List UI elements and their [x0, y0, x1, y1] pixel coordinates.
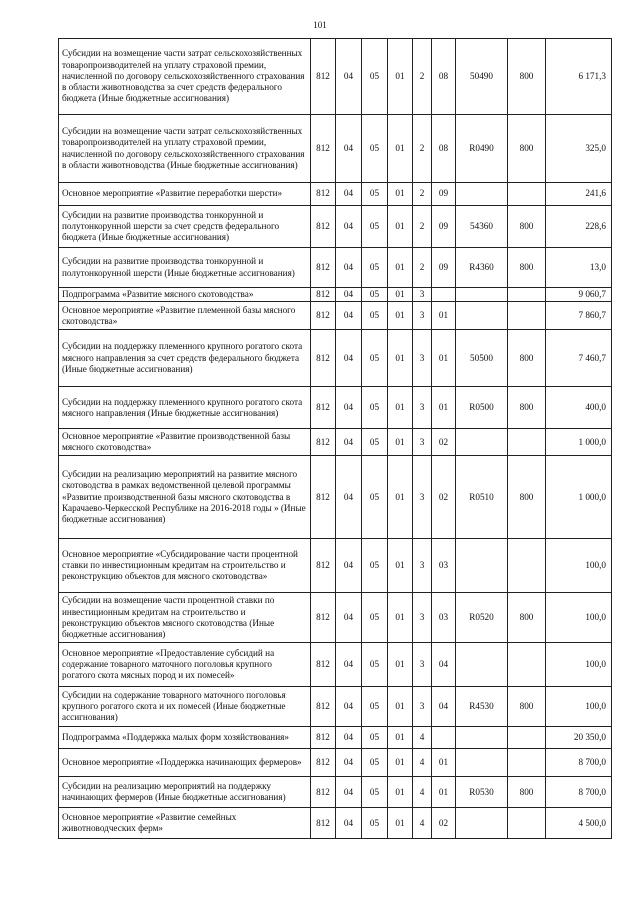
section-code-cell: 04: [336, 429, 362, 456]
direction-code-cell: 50490: [456, 39, 508, 115]
table-row: [59, 206, 612, 248]
activity-code-cell: 08: [432, 115, 456, 183]
direction-code-cell: R4360: [456, 248, 508, 288]
grbs-code-cell: 812: [311, 749, 336, 777]
expense-type-code-cell: 800: [508, 248, 546, 288]
amount-cell: 6 171,3: [546, 39, 612, 115]
section-code-cell: 04: [336, 643, 362, 687]
direction-code-cell: R0530: [456, 777, 508, 808]
table-row: [59, 183, 612, 206]
subsection-code-cell: 05: [362, 330, 388, 387]
expense-type-code-cell: [508, 727, 546, 749]
subsection-code-cell: 05: [362, 387, 388, 429]
program-code-cell: 01: [388, 302, 413, 330]
table-row: [59, 727, 612, 749]
section-code-cell: 04: [336, 115, 362, 183]
direction-code-cell: 50500: [456, 330, 508, 387]
item-name-cell: Основное мероприятие «Поддержка начинающих фермеров»: [59, 749, 311, 777]
subprogram-code-cell: 2: [413, 248, 432, 288]
program-code-cell: 01: [388, 727, 413, 749]
item-name-cell: Основное мероприятие «Развитие семейных животноводческих ферм»: [59, 808, 311, 839]
activity-code-cell: 04: [432, 643, 456, 687]
direction-code-cell: R4530: [456, 687, 508, 727]
subprogram-code-cell: 3: [413, 456, 432, 539]
subprogram-code-cell: 3: [413, 288, 432, 302]
program-code-cell: 01: [388, 456, 413, 539]
section-code-cell: 04: [336, 727, 362, 749]
subsection-code-cell: 05: [362, 593, 388, 643]
program-code-cell: 01: [388, 643, 413, 687]
table-row: [59, 643, 612, 687]
subprogram-code-cell: 2: [413, 183, 432, 206]
table-row: [59, 387, 612, 429]
expense-type-code-cell: [508, 539, 546, 593]
grbs-code-cell: 812: [311, 727, 336, 749]
subprogram-code-cell: 3: [413, 643, 432, 687]
subsection-code-cell: 05: [362, 643, 388, 687]
grbs-code-cell: 812: [311, 39, 336, 115]
grbs-code-cell: 812: [311, 643, 336, 687]
program-code-cell: 01: [388, 593, 413, 643]
program-code-cell: 01: [388, 288, 413, 302]
direction-code-cell: R0510: [456, 456, 508, 539]
grbs-code-cell: 812: [311, 387, 336, 429]
direction-code-cell: [456, 429, 508, 456]
activity-code-cell: 02: [432, 429, 456, 456]
grbs-code-cell: 812: [311, 429, 336, 456]
item-name-cell: Субсидии на реализацию мероприятий на развитие мясного скотоводства в рамках ведомственной целевой программы «Развитие производственной базы мясного скотоводства в Карачаево-Черкесской Республике на 2016-2018 годы » (Иные бюджетные ассигнования): [59, 456, 311, 539]
subsection-code-cell: 05: [362, 248, 388, 288]
program-code-cell: 01: [388, 749, 413, 777]
subprogram-code-cell: 4: [413, 777, 432, 808]
item-name-cell: Субсидии на поддержку племенного крупного рогатого скота мясного направления (Иные бюджетные ассигнования): [59, 387, 311, 429]
table-row: [59, 808, 612, 839]
expense-type-code-cell: 800: [508, 387, 546, 429]
program-code-cell: 01: [388, 183, 413, 206]
subsection-code-cell: 05: [362, 206, 388, 248]
section-code-cell: 04: [336, 330, 362, 387]
expense-type-code-cell: 800: [508, 777, 546, 808]
table-row: [59, 429, 612, 456]
item-name-cell: Субсидии на поддержку племенного крупного рогатого скота мясного направления за счет средств федерального бюджета (Иные бюджетные ассигнования): [59, 330, 311, 387]
item-name-cell: Основное мероприятие «Развитие производственной базы мясного скотоводства»: [59, 429, 311, 456]
table-row: [59, 687, 612, 727]
direction-code-cell: [456, 302, 508, 330]
subprogram-code-cell: 2: [413, 39, 432, 115]
section-code-cell: 04: [336, 749, 362, 777]
activity-code-cell: 03: [432, 593, 456, 643]
subprogram-code-cell: 3: [413, 330, 432, 387]
grbs-code-cell: 812: [311, 593, 336, 643]
table-row: [59, 288, 612, 302]
program-code-cell: 01: [388, 115, 413, 183]
amount-cell: 100,0: [546, 687, 612, 727]
amount-cell: 100,0: [546, 539, 612, 593]
activity-code-cell: 03: [432, 539, 456, 593]
table-body: [59, 39, 612, 839]
subprogram-code-cell: 3: [413, 302, 432, 330]
section-code-cell: 04: [336, 206, 362, 248]
expense-type-code-cell: [508, 288, 546, 302]
item-name-cell: Основное мероприятие «Развитие переработки шерсти»: [59, 183, 311, 206]
table-row: [59, 330, 612, 387]
expense-type-code-cell: 800: [508, 593, 546, 643]
subprogram-code-cell: 3: [413, 429, 432, 456]
amount-cell: 1 000,0: [546, 456, 612, 539]
expense-type-code-cell: 800: [508, 456, 546, 539]
table-row: [59, 39, 612, 115]
grbs-code-cell: 812: [311, 539, 336, 593]
section-code-cell: 04: [336, 387, 362, 429]
direction-code-cell: [456, 727, 508, 749]
item-name-cell: Подпрограмма «Поддержка малых форм хозяйствования»: [59, 727, 311, 749]
section-code-cell: 04: [336, 302, 362, 330]
program-code-cell: 01: [388, 387, 413, 429]
amount-cell: 100,0: [546, 593, 612, 643]
section-code-cell: 04: [336, 593, 362, 643]
table-row: [59, 593, 612, 643]
subsection-code-cell: 05: [362, 115, 388, 183]
subprogram-code-cell: 2: [413, 115, 432, 183]
amount-cell: 8 700,0: [546, 749, 612, 777]
expense-type-code-cell: [508, 749, 546, 777]
direction-code-cell: R0520: [456, 593, 508, 643]
direction-code-cell: [456, 808, 508, 839]
direction-code-cell: R0490: [456, 115, 508, 183]
grbs-code-cell: 812: [311, 288, 336, 302]
activity-code-cell: 01: [432, 302, 456, 330]
expense-type-code-cell: [508, 643, 546, 687]
section-code-cell: 04: [336, 183, 362, 206]
amount-cell: 325,0: [546, 115, 612, 183]
item-name-cell: Субсидии на возмещение части процентной ставки по инвестиционным кредитам на строительство и реконструкцию объектов мясного скотоводства (Иные бюджетные ассигнования): [59, 593, 311, 643]
activity-code-cell: 01: [432, 777, 456, 808]
amount-cell: 241,6: [546, 183, 612, 206]
grbs-code-cell: 812: [311, 808, 336, 839]
activity-code-cell: 02: [432, 456, 456, 539]
activity-code-cell: 01: [432, 330, 456, 387]
program-code-cell: 01: [388, 429, 413, 456]
expense-type-code-cell: 800: [508, 206, 546, 248]
amount-cell: 20 350,0: [546, 727, 612, 749]
subprogram-code-cell: 3: [413, 593, 432, 643]
direction-code-cell: R0500: [456, 387, 508, 429]
program-code-cell: 01: [388, 687, 413, 727]
subsection-code-cell: 05: [362, 539, 388, 593]
item-name-cell: Субсидии на реализацию мероприятий на поддержку начинающих фермеров (Иные бюджетные ассигнования): [59, 777, 311, 808]
direction-code-cell: [456, 288, 508, 302]
program-code-cell: 01: [388, 808, 413, 839]
section-code-cell: 04: [336, 777, 362, 808]
direction-code-cell: [456, 539, 508, 593]
expense-type-code-cell: 800: [508, 330, 546, 387]
activity-code-cell: [432, 288, 456, 302]
item-name-cell: Субсидии на содержание товарного маточного поголовья крупного рогатого скота и их помесей (Иные бюджетные ассигнования): [59, 687, 311, 727]
amount-cell: 13,0: [546, 248, 612, 288]
table-row: [59, 248, 612, 288]
activity-code-cell: 08: [432, 39, 456, 115]
expense-type-code-cell: [508, 183, 546, 206]
subsection-code-cell: 05: [362, 288, 388, 302]
activity-code-cell: 09: [432, 183, 456, 206]
subsection-code-cell: 05: [362, 302, 388, 330]
item-name-cell: Субсидии на развитие производства тонкорунной и полутонкорунной шерсти за счет средств федерального бюджета (Иные бюджетные ассигнования): [59, 206, 311, 248]
grbs-code-cell: 812: [311, 456, 336, 539]
activity-code-cell: 02: [432, 808, 456, 839]
subsection-code-cell: 05: [362, 808, 388, 839]
subprogram-code-cell: 3: [413, 539, 432, 593]
direction-code-cell: [456, 643, 508, 687]
activity-code-cell: 04: [432, 687, 456, 727]
section-code-cell: 04: [336, 288, 362, 302]
subsection-code-cell: 05: [362, 183, 388, 206]
table-row: [59, 456, 612, 539]
direction-code-cell: [456, 749, 508, 777]
budget-table: [58, 38, 612, 839]
direction-code-cell: [456, 183, 508, 206]
grbs-code-cell: 812: [311, 248, 336, 288]
subsection-code-cell: 05: [362, 687, 388, 727]
amount-cell: 9 060,7: [546, 288, 612, 302]
amount-cell: 4 500,0: [546, 808, 612, 839]
subprogram-code-cell: 4: [413, 727, 432, 749]
program-code-cell: 01: [388, 330, 413, 387]
subprogram-code-cell: 2: [413, 206, 432, 248]
grbs-code-cell: 812: [311, 206, 336, 248]
amount-cell: 1 000,0: [546, 429, 612, 456]
subsection-code-cell: 05: [362, 749, 388, 777]
section-code-cell: 04: [336, 248, 362, 288]
program-code-cell: 01: [388, 539, 413, 593]
table-row: [59, 749, 612, 777]
subprogram-code-cell: 4: [413, 749, 432, 777]
subsection-code-cell: 05: [362, 456, 388, 539]
item-name-cell: Основное мероприятие «Субсидирование части процентной ставки по инвестиционным кредитам на строительство и реконструкцию объектов для мясного скотоводства»: [59, 539, 311, 593]
expense-type-code-cell: 800: [508, 687, 546, 727]
program-code-cell: 01: [388, 777, 413, 808]
program-code-cell: 01: [388, 39, 413, 115]
grbs-code-cell: 812: [311, 115, 336, 183]
activity-code-cell: [432, 727, 456, 749]
activity-code-cell: 09: [432, 248, 456, 288]
amount-cell: 228,6: [546, 206, 612, 248]
activity-code-cell: 01: [432, 387, 456, 429]
expense-type-code-cell: [508, 429, 546, 456]
subsection-code-cell: 05: [362, 39, 388, 115]
table-row: [59, 777, 612, 808]
item-name-cell: Основное мероприятие «Предоставление субсидий на содержание товарного маточного поголовья крупного рогатого скота мясных пород и их помесей»: [59, 643, 311, 687]
program-code-cell: 01: [388, 206, 413, 248]
item-name-cell: Субсидии на возмещение части затрат сельскохозяйственных товаропроизводителей на уплату страховой премии, начисленной по договору сельскохозяйственного страхования в области животноводства за счет средств федерального бюджета (Иные бюджетные ассигнования): [59, 39, 311, 115]
section-code-cell: 04: [336, 808, 362, 839]
program-code-cell: 01: [388, 248, 413, 288]
amount-cell: 7 460,7: [546, 330, 612, 387]
section-code-cell: 04: [336, 687, 362, 727]
direction-code-cell: 54360: [456, 206, 508, 248]
expense-type-code-cell: [508, 302, 546, 330]
item-name-cell: Подпрограмма «Развитие мясного скотоводства»: [59, 288, 311, 302]
subsection-code-cell: 05: [362, 727, 388, 749]
amount-cell: 100,0: [546, 643, 612, 687]
grbs-code-cell: 812: [311, 777, 336, 808]
expense-type-code-cell: 800: [508, 115, 546, 183]
section-code-cell: 04: [336, 539, 362, 593]
page-number: 101: [313, 20, 327, 30]
grbs-code-cell: 812: [311, 687, 336, 727]
grbs-code-cell: 812: [311, 183, 336, 206]
table-row: [59, 302, 612, 330]
activity-code-cell: 09: [432, 206, 456, 248]
section-code-cell: 04: [336, 39, 362, 115]
grbs-code-cell: 812: [311, 302, 336, 330]
grbs-code-cell: 812: [311, 330, 336, 387]
expense-type-code-cell: 800: [508, 39, 546, 115]
amount-cell: 7 860,7: [546, 302, 612, 330]
table-row: [59, 115, 612, 183]
item-name-cell: Субсидии на развитие производства тонкорунной и полутонкорунной шерсти (Иные бюджетные ассигнования): [59, 248, 311, 288]
table-row: [59, 539, 612, 593]
item-name-cell: Основное мероприятие «Развитие племенной базы мясного скотоводства»: [59, 302, 311, 330]
subsection-code-cell: 05: [362, 777, 388, 808]
activity-code-cell: 01: [432, 749, 456, 777]
item-name-cell: Субсидии на возмещение части затрат сельскохозяйственных товаропроизводителей на уплату страховой премии, начисленной по договору сельскохозяйственного страхования в области животноводства (Иные бюджетные ассигнования): [59, 115, 311, 183]
subprogram-code-cell: 3: [413, 387, 432, 429]
amount-cell: 400,0: [546, 387, 612, 429]
section-code-cell: 04: [336, 456, 362, 539]
subsection-code-cell: 05: [362, 429, 388, 456]
subprogram-code-cell: 3: [413, 687, 432, 727]
expense-type-code-cell: [508, 808, 546, 839]
amount-cell: 8 700,0: [546, 777, 612, 808]
subprogram-code-cell: 4: [413, 808, 432, 839]
